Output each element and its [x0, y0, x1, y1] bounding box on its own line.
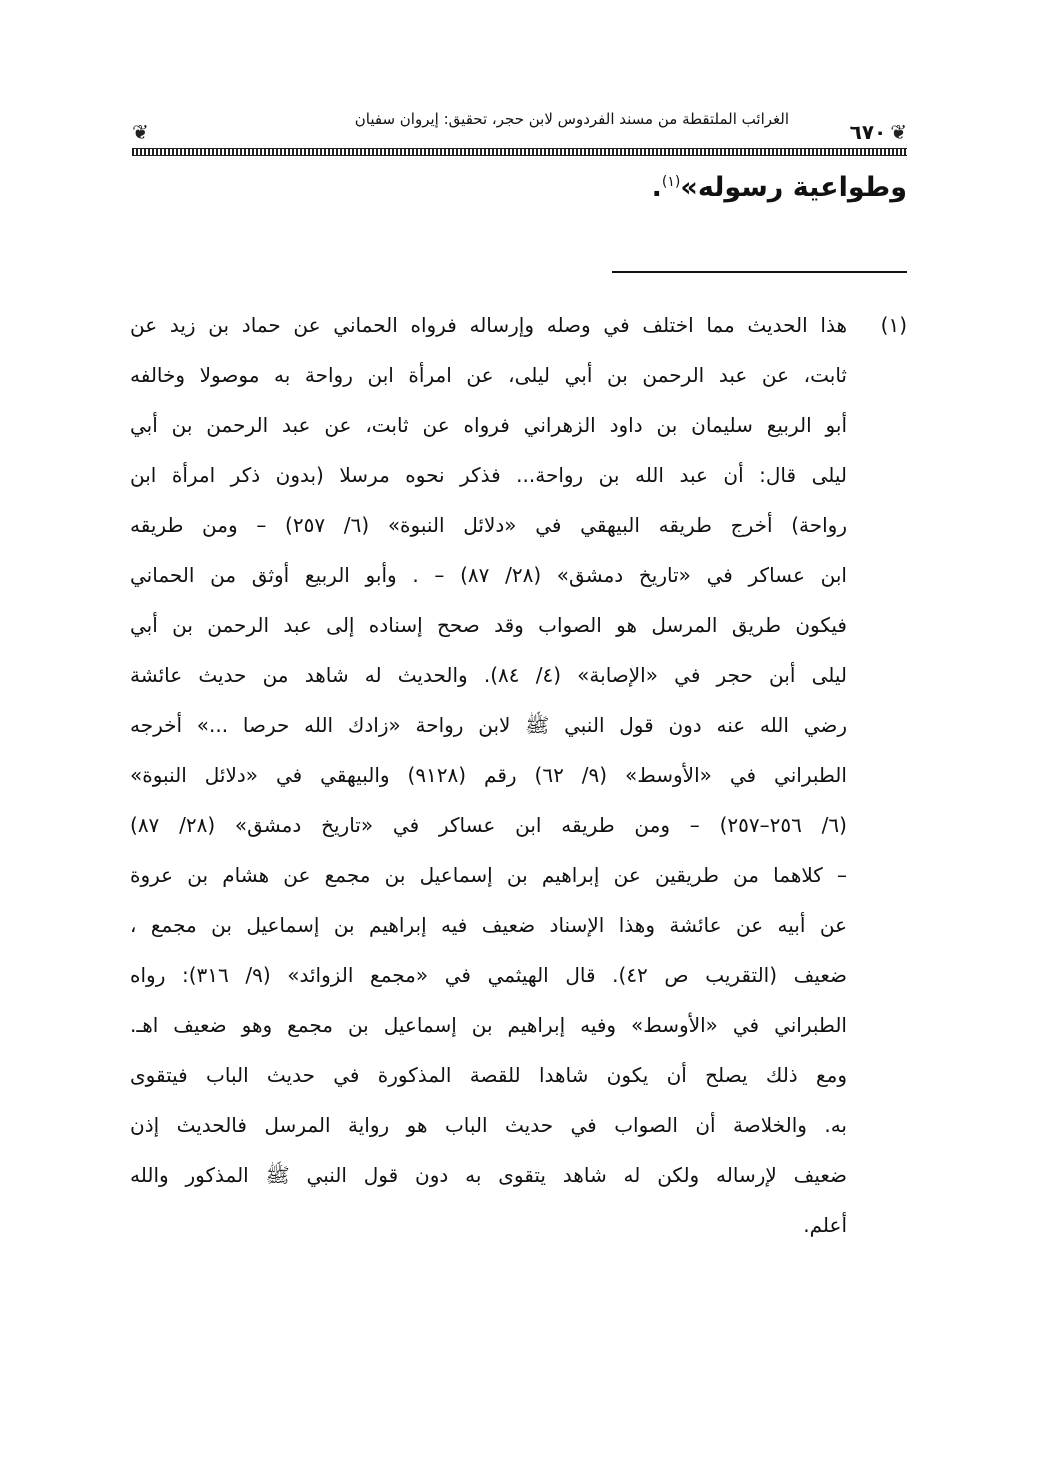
header-divider	[132, 148, 907, 156]
left-ornament-icon: ❦	[132, 120, 149, 144]
footnote-line: – كلاهما من طريقين عن إبراهيم بن إسماعيل بن مجمع عن هشام بن عروة	[130, 863, 847, 887]
footnote-line: هذا الحديث مما اختلف في وصله وإرساله فرواه الحماني عن حماد بن زيد عن	[130, 313, 847, 337]
footnote-line: عن أبيه عن عائشة وهذا الإسناد ضعيف فيه إبراهيم بن إسماعيل بن مجمع ،	[130, 913, 847, 937]
footnote-line: ليلى أبن حجر في «الإصابة» (٤/ ٨٤). والحديث له شاهد من حديث عائشة	[130, 663, 847, 687]
page-number-group	[850, 120, 907, 144]
footnote-line: الطبراني في «الأوسط» وفيه إبراهيم بن إسماعيل بن مجمع وهو ضعيف اهـ.	[130, 1013, 847, 1037]
footnote-line: فيكون طريق المرسل هو الصواب وقد صحح إسناده إلى عبد الرحمن بن أبي	[130, 613, 847, 637]
main-text-tail	[652, 172, 907, 203]
right-ornament-icon: ❦	[890, 120, 907, 144]
running-header	[132, 108, 907, 158]
footnote-line: ومع ذلك يصلح أن يكون شاهدا للقصة المذكورة في حديث الباب فيتقوى	[130, 1063, 847, 1087]
footnote-line: رضي الله عنه دون قول النبي ﷺ لابن رواحة «زادك الله حرصا ...» أخرجه	[130, 713, 847, 737]
footnote-line: الطبراني في «الأوسط» (٩/ ٦٢) رقم (٩١٢٨) والبيهقي في «دلائل النبوة»	[130, 763, 847, 787]
page-number: ٦٧٠	[849, 120, 887, 144]
footnote-line: ليلى قال: أن عبد الله بن رواحة... فذكر نحوه مرسلا (بدون ذكر امرأة ابن	[130, 463, 847, 487]
footnote-line: أبو الربيع سليمان بن داود الزهراني فرواه عن ثابت، عن عبد الرحمن بن أبي	[130, 413, 847, 437]
footnote-line: ابن عساكر في «تاريخ دمشق» (٢٨/ ٨٧) – . وأبو الربيع أوثق من الحماني	[130, 563, 847, 587]
footnote-reference: (١)	[661, 174, 681, 190]
footnote-text	[130, 300, 847, 1250]
footnote-line: ضعيف لإرساله ولكن له شاهد يتقوى به دون قول النبي ﷺ المذكور والله	[130, 1163, 847, 1187]
footnote-line: أعلم.	[803, 1213, 847, 1237]
running-title: الغرائب الملتقطة من مسند الفردوس لابن حجر، تحقيق: إيروان سفيان	[354, 110, 789, 128]
footnote-line: ضعيف (التقريب ص ٤٢). قال الهيثمي في «مجمع الزوائد» (٩/ ٣١٦): رواه	[130, 963, 847, 987]
footnote-number: (١)	[880, 313, 907, 337]
footnote-line: ثابت، عن عبد الرحمن بن أبي ليلى، عن امرأة ابن رواحة به موصولا وخالفه	[130, 363, 847, 387]
footnote-line: (٦/ ٢٥٦–٢٥٧) – ومن طريقه ابن عساكر في «تاريخ دمشق» (٢٨/ ٨٧)	[130, 813, 847, 837]
main-text-period: .	[651, 172, 662, 203]
main-text: وطواعية رسوله»	[680, 172, 907, 203]
footnote-line: به. والخلاصة أن الصواب في حديث الباب هو رواية المرسل فالحديث إذن	[130, 1113, 847, 1137]
footnote-line: رواحة) أخرج طريقه البيهقي في «دلائل النبوة» (٦/ ٢٥٧) – ومن طريقه	[130, 513, 847, 537]
footnote-separator	[612, 271, 907, 273]
